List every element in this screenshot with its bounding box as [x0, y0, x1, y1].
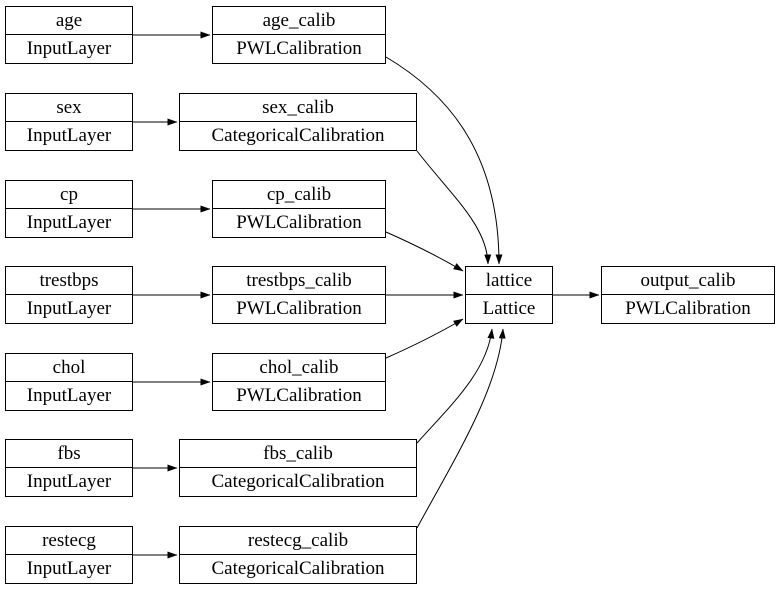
node-chol-name: chol	[6, 354, 132, 382]
node-trestbps_calib-layer: PWLCalibration	[236, 298, 362, 319]
node-output_calib	[601, 266, 775, 324]
node-cp	[5, 180, 133, 238]
node-chol_calib-layer: PWLCalibration	[236, 385, 362, 406]
node-trestbps	[5, 266, 133, 324]
node-fbs-name: fbs	[6, 440, 132, 468]
node-fbs_calib-name: fbs_calib	[180, 440, 416, 468]
node-restecg_calib-name: restecg_calib	[180, 527, 416, 555]
edge-chol_calib-to-lattice	[386, 319, 463, 358]
node-fbs_calib-layer: CategoricalCalibration	[211, 471, 385, 492]
node-trestbps_calib	[212, 266, 386, 324]
node-restecg-layer: InputLayer	[26, 558, 112, 579]
node-lattice	[465, 266, 553, 324]
node-restecg-name: restecg	[6, 527, 132, 555]
node-cp_calib-name: cp_calib	[213, 181, 385, 209]
node-chol_calib-name: chol_calib	[213, 354, 385, 382]
node-age_calib-layer: PWLCalibration	[236, 38, 362, 59]
node-cp-layer: InputLayer	[26, 212, 112, 233]
node-sex-layer: InputLayer	[26, 125, 112, 146]
node-chol_calib	[212, 353, 386, 411]
node-restecg_calib	[179, 526, 417, 584]
node-age_calib-name: age_calib	[213, 7, 385, 35]
node-chol	[5, 353, 133, 411]
node-sex_calib-name: sex_calib	[180, 94, 416, 122]
node-trestbps-name: trestbps	[6, 267, 132, 295]
node-fbs-layer: InputLayer	[26, 471, 112, 492]
node-chol-layer: InputLayer	[26, 385, 112, 406]
node-cp_calib-layer: PWLCalibration	[236, 212, 362, 233]
node-sex	[5, 93, 133, 151]
edge-fbs_calib-to-lattice	[417, 329, 492, 443]
node-age-name: age	[6, 7, 132, 35]
edge-sex_calib-to-lattice	[417, 151, 488, 264]
edge-cp_calib-to-lattice	[386, 232, 463, 271]
node-restecg	[5, 526, 133, 584]
node-sex_calib-layer: CategoricalCalibration	[211, 125, 385, 146]
node-output_calib-layer: PWLCalibration	[625, 298, 751, 319]
node-cp-name: cp	[6, 181, 132, 209]
node-lattice-layer: Lattice	[482, 298, 536, 319]
node-age-layer: InputLayer	[26, 38, 112, 59]
node-age_calib	[212, 6, 386, 64]
node-trestbps_calib-name: trestbps_calib	[213, 267, 385, 295]
node-sex-name: sex	[6, 94, 132, 122]
node-lattice-name: lattice	[466, 267, 552, 295]
node-output_calib-name: output_calib	[602, 267, 774, 295]
node-sex_calib	[179, 93, 417, 151]
edge-age_calib-to-lattice	[386, 57, 499, 264]
node-restecg_calib-layer: CategoricalCalibration	[211, 558, 385, 579]
node-fbs	[5, 439, 133, 497]
node-trestbps-layer: InputLayer	[26, 298, 112, 319]
node-age	[5, 6, 133, 64]
node-cp_calib	[212, 180, 386, 238]
node-fbs_calib	[179, 439, 417, 497]
